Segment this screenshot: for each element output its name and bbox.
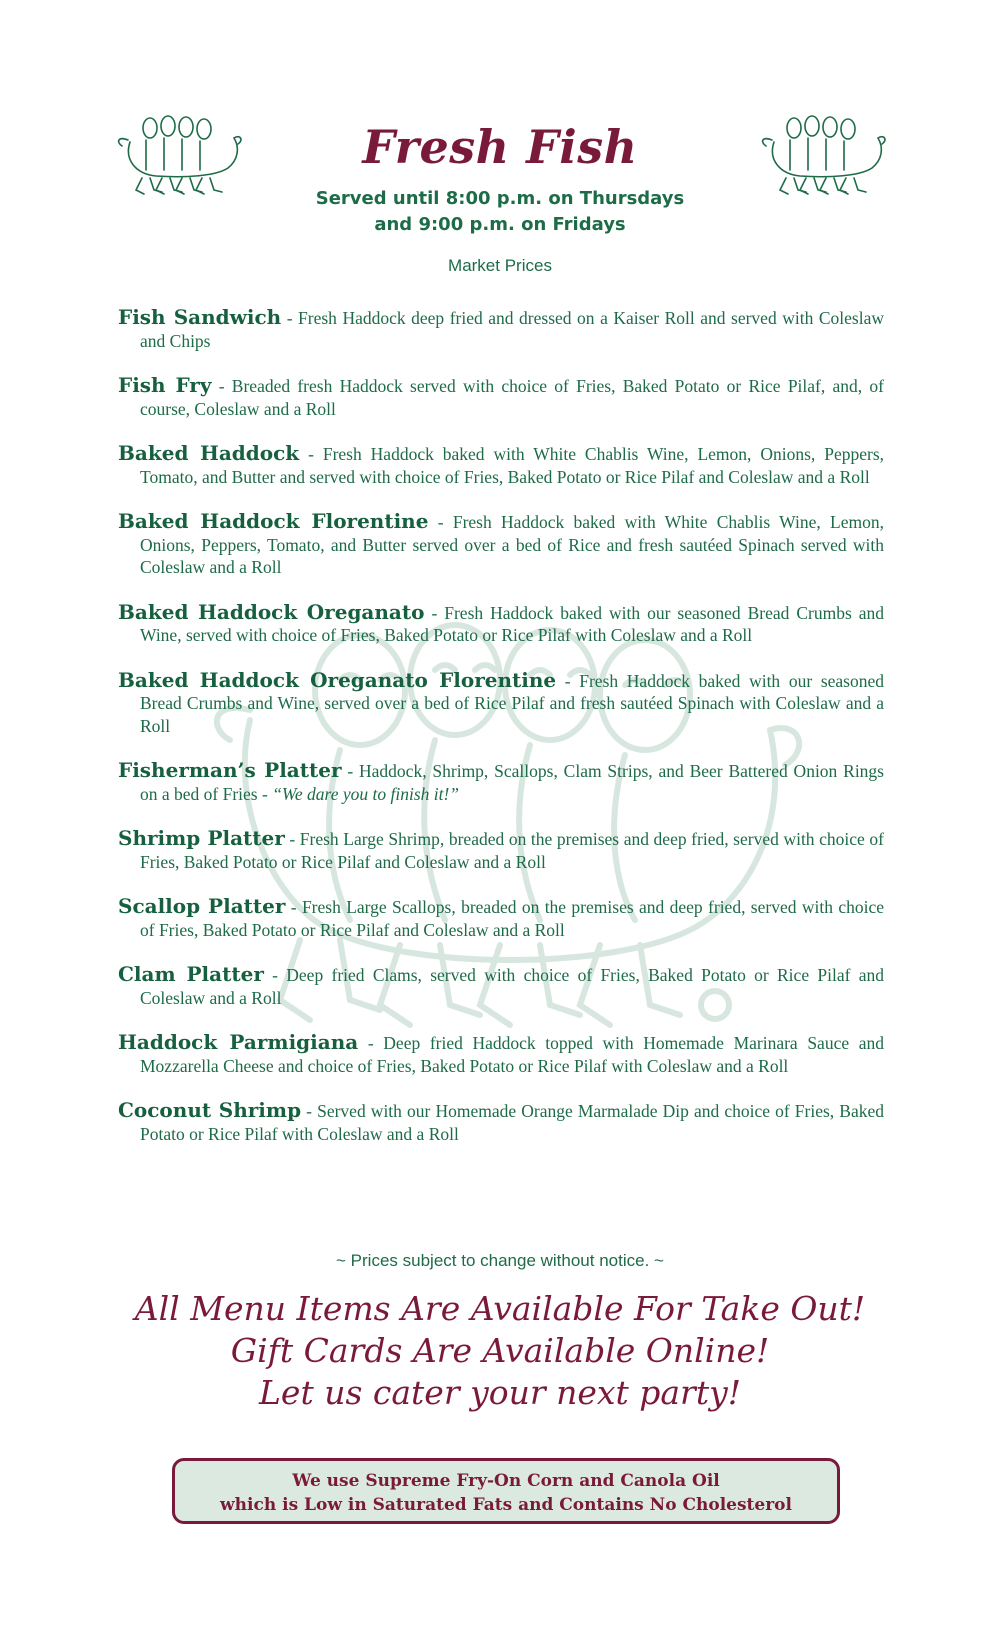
menu-item-name: Baked Haddock Florentine xyxy=(118,509,429,533)
page-title: Fresh Fish xyxy=(362,120,638,174)
promo-gift-cards: Gift Cards Are Available Online! xyxy=(230,1331,770,1370)
menu-item-name: Scallop Platter xyxy=(118,894,286,918)
oil-notice-line-1: We use Supreme Fry-On Corn and Canola Oil xyxy=(292,1471,720,1491)
menu-item-name: Clam Platter xyxy=(118,962,264,986)
menu-item xyxy=(118,963,884,1009)
served-line-2: and 9:00 p.m. on Fridays xyxy=(374,214,626,235)
menu-item xyxy=(118,442,884,488)
menu-item-description: - Fresh Haddock baked with our seasoned Bread Crumbs and Wine, served with choice of Fries, Baked Potato or Rice Pilaf with Coleslaw and a Roll xyxy=(140,602,884,645)
menu-item-description: - Breaded fresh Haddock served with choice of Fries, Baked Potato or Rice Pilaf, and, of course, Coleslaw and a Roll xyxy=(140,376,884,419)
menu-item-description: - Fresh Haddock baked with White Chablis Wine, Lemon, Onions, Peppers, Tomato, and Butter served over a bed of Rice and fresh sautéed Spinach served with Coleslaw and a Roll xyxy=(140,512,884,577)
menu-item xyxy=(118,510,884,579)
menu-item xyxy=(118,895,884,941)
menu-list xyxy=(118,306,884,1167)
menu-item-description: - Haddock, Shrimp, Scallops, Clam Strips, and Beer Battered Onion Rings on a bed of Fries - xyxy=(140,761,884,804)
promo-take-out: All Menu Items Are Available For Take Out! xyxy=(134,1289,866,1328)
menu-item-name: Fish Fry xyxy=(118,373,212,397)
menu-item-description: - Fresh Haddock baked with our seasoned Bread Crumbs and Wine, served over a bed of Rice Pilaf and fresh sautéed Spinach with Coleslaw and a Roll xyxy=(140,670,884,736)
menu-item-name: Fish Sandwich xyxy=(118,305,282,329)
menu-item-name: Baked Haddock Oreganato xyxy=(118,599,425,624)
served-line-1: Served until 8:00 p.m. on Thursdays xyxy=(315,188,685,209)
promo-block xyxy=(0,1288,1000,1414)
menu-item xyxy=(118,306,884,352)
menu-item xyxy=(118,759,884,805)
oil-notice-box xyxy=(172,1458,840,1524)
market-prices-label: Market Prices xyxy=(448,256,552,275)
menu-item-description: - Fresh Large Shrimp, breaded on the premises and deep fried, served with choice of Fries, Baked Potato or Rice Pilaf and Coleslaw and a Roll xyxy=(140,829,884,872)
prices-note: ~ Prices subject to change without notice. ~ xyxy=(336,1251,664,1270)
menu-item xyxy=(118,374,884,420)
menu-item-description: - Fresh Haddock baked with White Chablis Wine, Lemon, Onions, Peppers, Tomato, and Butter and served with choice of Fries, Baked Potato or Rice Pilaf and Coleslaw and a Roll xyxy=(140,444,884,487)
menu-item-name: Coconut Shrimp xyxy=(118,1098,302,1122)
menu-item-description: - Deep fried Haddock topped with Homemade Marinara Sauce and Mozzarella Cheese and choice of Fries, Baked Potato or Rice Pilaf with Coleslaw and a Roll xyxy=(140,1033,884,1076)
menu-item-name: Fisherman’s Platter xyxy=(118,758,342,782)
menu-item xyxy=(118,1099,884,1145)
menu-item-description: - Fresh Large Scallops, breaded on the premises and deep fried, served with choice of Fries, Baked Potato or Rice Pilaf and Coleslaw and a Roll xyxy=(140,897,884,940)
menu-item-name: Baked Haddock Oreganato Florentine xyxy=(118,667,557,692)
menu-item xyxy=(118,1031,884,1077)
menu-item-description: - Fresh Haddock deep fried and dressed on a Kaiser Roll and served with Coleslaw and Chips xyxy=(140,308,884,351)
served-hours xyxy=(0,186,1000,238)
menu-item-name: Baked Haddock xyxy=(118,441,300,465)
menu-item xyxy=(118,601,884,647)
menu-item-name: Shrimp Platter xyxy=(118,826,285,850)
menu-item-description: - Deep fried Clams, served with choice of Fries, Baked Potato or Rice Pilaf and Coleslaw and a Roll xyxy=(140,965,884,1008)
menu-item-description: - Served with our Homemade Orange Marmalade Dip and choice of Fries, Baked Potato or Rice Pilaf with Coleslaw and a Roll xyxy=(140,1101,884,1144)
oil-notice-line-2: which is Low in Saturated Fats and Contains No Cholesterol xyxy=(220,1495,792,1515)
promo-catering: Let us cater your next party! xyxy=(259,1373,741,1412)
menu-item-name: Haddock Parmigiana xyxy=(118,1030,359,1054)
menu-item xyxy=(118,827,884,873)
menu-item-quote: “We dare you to finish it!” xyxy=(272,783,460,804)
menu-item xyxy=(118,669,884,738)
